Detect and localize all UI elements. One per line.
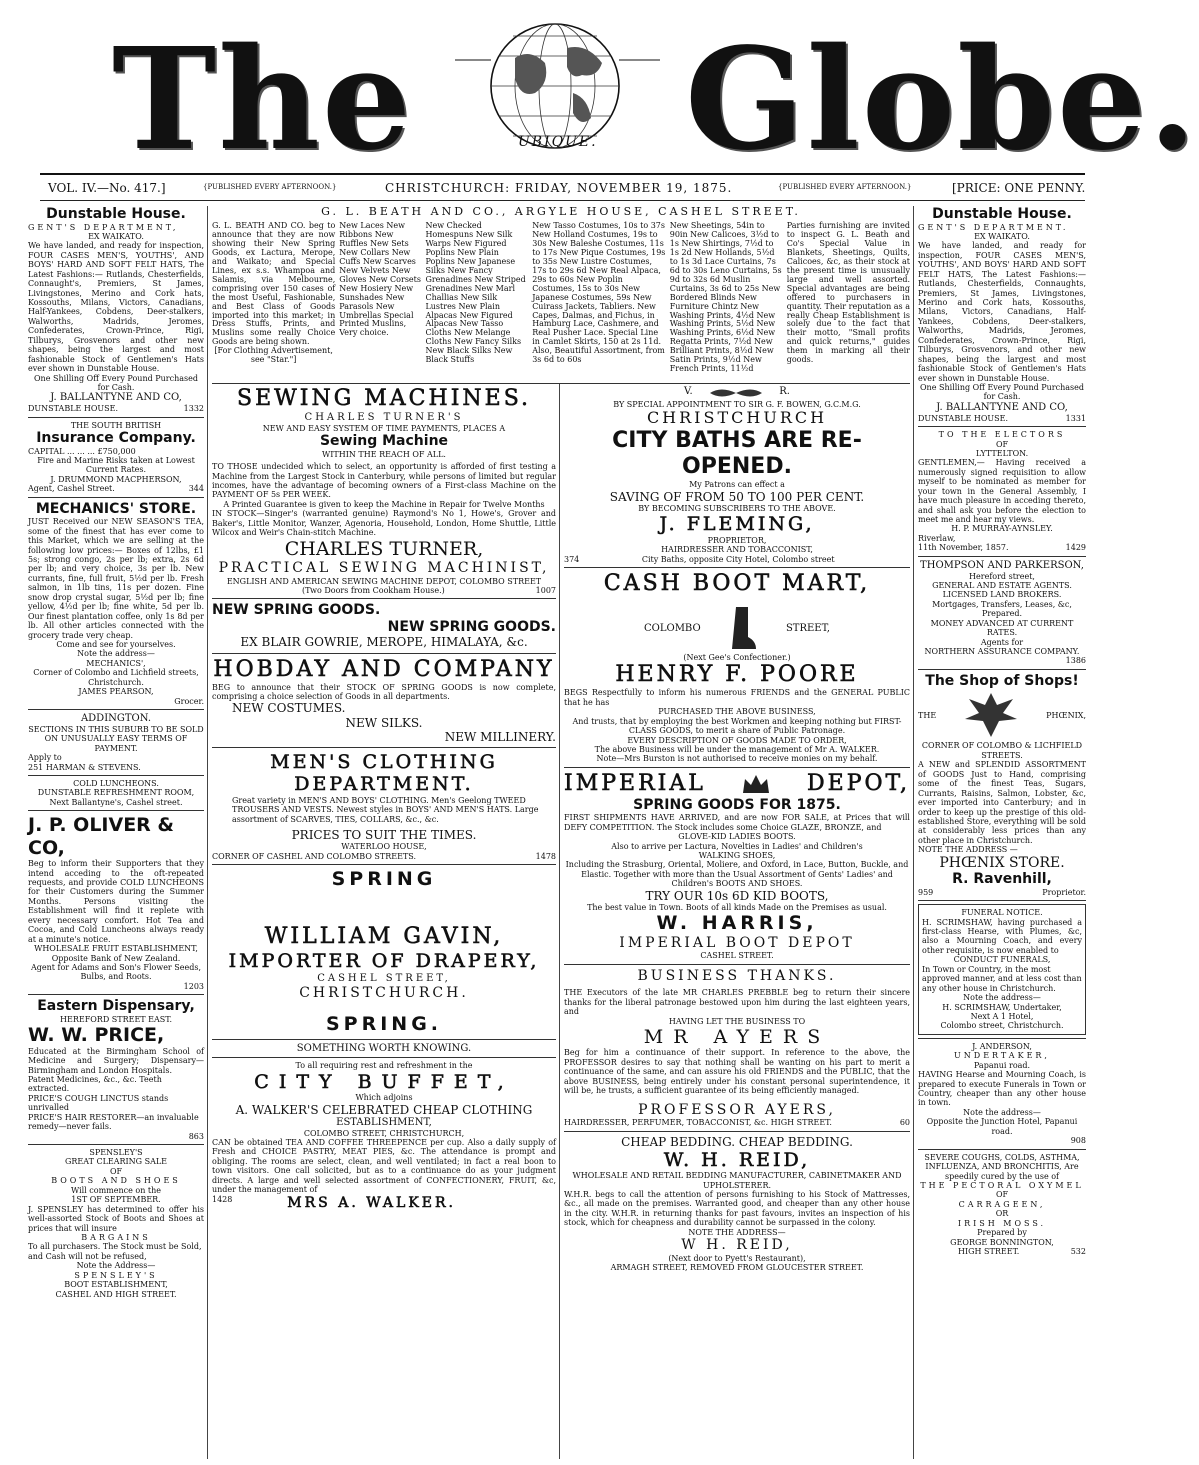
- mechanics-store-title: MECHANICS' STORE.: [35, 500, 197, 517]
- buffet-body: CAN be obtained TEA AND COFFEE THREEPENCE per cup. Also a daily supply of Fresh and CHOICE PASTRY, MEAT PIES, &c. The attendance is prompt and obliging. The rooms are select, clean, and well ventilated; in fact a real boon to town visitors. One call solicited, but as to a continuance do as your judgment directs. A large and well selected assortment of CONFECTIONERY, FRUIT, &c, under the management of: [212, 1138, 556, 1195]
- sewing-machine-label: Sewing Machine: [319, 433, 449, 450]
- shop-the: THE: [918, 710, 937, 720]
- mens-clothing-corner: CORNER OF CASHEL AND COLOMBO STREETS.: [212, 851, 417, 861]
- mechanics-name: MECHANICS',: [86, 658, 146, 668]
- addington-firm: 251 HARMAN & STEVENS.: [28, 762, 141, 772]
- funeral-title: FUNERAL NOTICE.: [961, 908, 1043, 918]
- tp-northern: NORTHERN ASSURANCE COMPANY.: [924, 647, 1080, 657]
- spensley-boots: BOOTS AND SHOES: [51, 1176, 181, 1186]
- anderson-body: HAVING Hearse and Mourning Coach, is prepared to execute Funerals in Town or Country, cheaper than any other house in town.: [918, 1070, 1086, 1108]
- buffet-adjoins: Which adjoins: [355, 1093, 413, 1103]
- anderson-ad-number: 908: [1070, 1136, 1086, 1146]
- imperial-cashel: CASHEL STREET.: [700, 951, 774, 961]
- carrageen: CARRAGEEN,: [958, 1199, 1046, 1209]
- imperial-boot-depot: IMPERIAL BOOT DEPOT: [619, 934, 855, 951]
- column-1: [28, 206, 204, 1459]
- refreshment-room-address: Next Ballantyne's, Cashel street.: [49, 797, 183, 807]
- tp-agents-for: Agents for: [980, 637, 1024, 647]
- mechanics-grocer: Grocer.: [174, 696, 204, 706]
- cough-or: OR: [995, 1209, 1009, 1219]
- business-thanks-beg: Beg for him a continuance of their support. In reference to the above, the PROFESSOR desires to say that nothing shall be wanting on his part to merit a continuance of the same, and can assure his old FRIENDS and the PUBLIC, that the above BUSINESS, being entirely under his constant personal superintendence, it will be, he trusts, a sufficient guarantee of its being efficiently managed.: [564, 1048, 910, 1096]
- reid-next: (Next door to Pyett's Restaurant),: [668, 1253, 806, 1263]
- south-british-ad-number: 344: [188, 484, 204, 494]
- cough-prepared: Prepared by: [977, 1228, 1027, 1238]
- dunstable-department: GENT'S DEPARTMENT,: [28, 222, 179, 232]
- shop-corner: CORNER OF COLOMBO & LICHFIELD STREETS.: [921, 741, 1083, 760]
- tp-money: MONEY ADVANCED AT CURRENT RATES.: [930, 618, 1074, 638]
- spensley-body: J. SPENSLEY has determined to offer his well-assorted Stock of Boots and Shoes at prices that will insure: [28, 1204, 204, 1233]
- dunstable-body: We have landed, and ready for inspection, FOUR CASES MEN'S, YOUTHS', AND BOYS' HARD AND SOFT FELT HATS, The Latest Fashions:— Rutlands, Chesterfields, Connaught's, Premiers, St James, Livingstones, Merino and Cork hats, Kossouths, Milans, Victors, Canadians, Half-Yankees, Cobdens, Deer-stalkers, Walworths, Madrids, Jeromes, Confederates, Crown-Prince, Rigi, Tilburys, Grosvenors and other new shapes, being the largest and most fashionable Stock of Gentlemen's Hats ever shown in Dunstable House.: [28, 241, 204, 374]
- column-3: [564, 386, 910, 1459]
- imperial-spring: SPRING GOODS FOR 1875.: [633, 796, 841, 813]
- dunstable-address-2: DUNSTABLE HOUSE.: [918, 413, 1009, 423]
- beath-rule: [212, 383, 910, 384]
- cash-boot-mart-title: CASH BOOT MART,: [603, 570, 871, 596]
- beath-list-3: New Tasso Costumes, 10s to 37s New Holland Costumes, 19s to 30s New Baleshe Costumes, 11s to 17s New Pique Costumes, 19s to 35s New Lustre Costumes, 17s to 29s 6d New Real Alpaca, 29s to 60s New Poplin Costumes, 15s to 30s New Japanese Costumes, 59s New Cuirass Jackets, Tabliers. New Capes, Dalmas, and Fichus, in Hamburg Lace, Cashmere, and Real Pusher Lace. Special Line in Camlet Skirts, 150 at 2s 11d. Also, Beautiful Assortment, from 3s 6d to 60s: [532, 220, 666, 365]
- professor-ayers-ad-number: 60: [899, 1118, 910, 1128]
- ravenhill: R. Ravenhill,: [952, 871, 1052, 888]
- baths-by: BY BECOMING SUBSCRIBERS TO THE ABOVE.: [638, 503, 836, 513]
- anderson-note: Note the address—: [963, 1107, 1041, 1117]
- column-2: [212, 386, 556, 1459]
- published-note-left: {PUBLISHED EVERY AFTERNOON.}: [203, 183, 337, 191]
- poore-body: BEGS Respectfully to inform his numerous FRIENDS and the GENERAL PUBLIC that he has: [564, 688, 910, 707]
- shop-phoenix: PHŒNIX,: [1046, 710, 1086, 720]
- spensley-establishment: BOOT ESTABLISHMENT,: [64, 1280, 168, 1290]
- gavin-street: CASHEL STREET,: [317, 972, 451, 984]
- spensley-address: CASHEL AND HIGH STREET.: [55, 1289, 177, 1299]
- poore-purchased: PURCHASED THE ABOVE BUSINESS,: [658, 707, 816, 717]
- eastern-dispensary-body: Educated at the Birmingham School of Medicine and Surgery; Dispensary—Birmingham and London Hospitals.: [28, 1046, 204, 1075]
- special-appointment: BY SPECIAL APPOINTMENT TO SIR G. F. BOWEN, G.C.M.G.: [613, 400, 861, 409]
- mechanics-come: Come and see for yourselves.: [56, 639, 176, 649]
- dunstable-offer-2: One Shilling Off Every Pound Purchased for Cash.: [919, 382, 1084, 402]
- anderson-undertaker: UNDERTAKER,: [954, 1051, 1050, 1061]
- imperial-also: Also to arrive per Lactura, Novelties in Ladies' and Children's: [611, 841, 863, 851]
- electors-place: Riverlaw,: [918, 533, 956, 543]
- dunstable-department-2: GENT'S DEPARTMENT.: [918, 222, 1069, 232]
- poore-title: HENRY F. POORE: [615, 662, 859, 688]
- shop-body: A NEW and SPLENDID ASSORTMENT of GOODS Just to Hand, comprising some of the finest Teas, Sugars, Currants, Raisins, Salmon, Lobster, &c, ever imported into Canterbury; and in order to keep up the prestige of this old-established Store, everything will be sold at considerably less prices than any other place in Christchurch.: [918, 760, 1087, 845]
- reid-title: W. H. REID,: [663, 1148, 811, 1171]
- new-spring-goods-2: NEW SPRING GOODS.: [387, 618, 556, 635]
- south-british-agent: J. DRUMMOND MACPHERSON,: [50, 474, 182, 484]
- imperial-glove: GLOVE-KID LADIES BOOTS.: [678, 832, 796, 842]
- dunstable-firm: J. BALLANTYNE AND CO,: [50, 392, 182, 404]
- phoenix-store: PHŒNIX STORE.: [939, 854, 1065, 871]
- south-british-capital: CAPITAL ... ... ... £750,000: [28, 446, 136, 456]
- prices-suit: PRICES TO SUIT THE TIMES.: [291, 828, 477, 843]
- anderson-road: Papanui road.: [973, 1060, 1031, 1070]
- hobday-silks: NEW SILKS.: [345, 715, 423, 730]
- masthead-title-globe: Globe.: [685, 18, 1199, 182]
- cheap-bedding: CHEAP BEDDING. CHEAP BEDDING.: [621, 1134, 853, 1149]
- spensley-name: SPENSLEY'S: [74, 1270, 158, 1280]
- poore-note: Note—Mrs Burston is not authorised to receive monies on my behalf.: [596, 754, 878, 764]
- imperial-right: DEPOT,: [807, 770, 910, 796]
- spensley-of: OF: [109, 1166, 123, 1176]
- south-british-heading: THE SOUTH BRITISH: [70, 420, 162, 430]
- sewing-depot: ENGLISH AND AMERICAN SEWING MACHINE DEPOT, COLOMBO STREET: [226, 576, 542, 586]
- beath-list-5: Parties furnishing are invited to inspect G. L. Beath and Co's Special Value in Blankets, Sheetings, Quilts, Calicoes, &c, as their stock at the present time is unusually large and well assorted. Special advantages are being offered to purchasers in quantity. Their reputation as a really Cheap Establishment is solely due to the fact that their motto, "Small profits and quick returns," guides them in marking all their goods.: [786, 220, 910, 365]
- fleming-proprietor: PROPRIETOR,: [707, 535, 767, 545]
- cough-heading: SEVERE COUGHS, COLDS, ASTHMA, INFLUENZA, AND BRONCHITIS, Are speedily cured by the use of: [924, 1152, 1080, 1181]
- business-thanks-title: BUSINESS THANKS.: [637, 967, 837, 984]
- tp-brokers: LICENSED LAND BROKERS.: [942, 590, 1062, 600]
- baths-city: CHRISTCHURCH: [646, 408, 828, 428]
- waterloo-house: WATERLOO HOUSE,: [341, 842, 427, 852]
- tp-street: Hereford street,: [969, 571, 1035, 581]
- buffet-establishment: ESTABLISHMENT,: [336, 1116, 432, 1128]
- addington-title: ADDINGTON.: [80, 713, 152, 725]
- masthead-title-the: The: [112, 18, 414, 182]
- funeral-next: Next A 1 Hotel,: [970, 1011, 1034, 1021]
- imperial-left: IMPERIAL: [564, 770, 706, 796]
- sewing-doors: (Two Doors from Cookham House.): [302, 586, 445, 595]
- shop-note: NOTE THE ADDRESS —: [918, 845, 1018, 855]
- oliver-opposite: Opposite Bank of New Zealand.: [51, 953, 181, 963]
- dunstable-title-2: Dunstable House.: [932, 206, 1072, 222]
- beath-list-2: New Checked Homespuns New Silk Warps New Figured Poplins New Plain Poplins New Japanese Silks New Fancy Grenadines New Striped Grenadines New Marl Challias New Silk Lustres New Plain Alpacas New Figured Alpacas New Tasso Cloths New Melange Cloths New Fancy Silks New Black Silks New Black Stuffs: [425, 220, 526, 365]
- electors-date: 11th November, 1857.: [918, 543, 1009, 553]
- reid-address: ARMAGH STREET, REMOVED FROM GLOUCESTER STREET.: [610, 1263, 864, 1273]
- cough-ad-number: 532: [1070, 1247, 1086, 1257]
- dunstable-ad-number: 1332: [183, 404, 204, 414]
- south-british-agent-address: Agent, Cashel Street.: [28, 484, 115, 494]
- spensley-note: Note the Address—: [76, 1261, 156, 1271]
- dunstable-address: DUNSTABLE HOUSE.: [28, 404, 119, 414]
- tp-ad-number: 1386: [1065, 656, 1086, 666]
- imperial-best: The best value in Town. Boots of all kinds Made on the Premises as usual.: [587, 902, 887, 912]
- published-note-right: {PUBLISHED EVERY AFTERNOON.}: [778, 183, 912, 191]
- refreshment-room: DUNSTABLE REFRESHMENT ROOM,: [37, 788, 195, 798]
- cough-linctus: PRICE'S COUGH LINCTUS stands unrivalled: [28, 1093, 169, 1113]
- vr-left: V.: [684, 386, 693, 397]
- column-4: [918, 206, 1086, 1459]
- spensley-date: 1ST OF SEPTEMBER.: [71, 1195, 161, 1205]
- addington-body: SECTIONS IN THIS SUBURB TO BE SOLD ON UNUSUALLY EASY TERMS OF PAYMENT.: [28, 724, 204, 753]
- thompson-parkerson: THOMPSON AND PARKERSON,: [920, 559, 1084, 571]
- shop-of-shops: The Shop of Shops!: [925, 672, 1079, 689]
- pectoral-oxymel: THE PECTORAL OXYMEL: [920, 1180, 1084, 1190]
- buffet-ad-number: 1428: [212, 1194, 233, 1204]
- eastern-dispensary-street: HEREFORD STREET EAST.: [60, 1014, 172, 1024]
- business-thanks-body: THE Executors of the late MR CHARLES PREBBLE beg to return their sincere thanks for the liberal patronage bestowed upon him during the last eighteen years, and: [564, 988, 910, 1017]
- funeral-address: Colombo street, Christchurch.: [940, 1021, 1064, 1031]
- beath-list-4: New Sheetings, 54in to 90in New Calicoes, 3½d to 1s New Shirtings, 7½d to 1s 2d New Hollands, 5½d to 1s 3d Lace Curtains, 7s 6d to 30s Leno Curtains, 5s 9d to 32s 6d Muslin Curtains, 3s 6d to 25s New Bordered Blinds New Furniture Chintz New Washing Prints, 4½d New Washing Prints, 5½d New Washing Prints, 6½d New Regatta Prints, 7½d New Brilliant Prints, 8½d New Satin Prints, 9½d New French Prints, 11½d: [669, 220, 782, 374]
- buffet-address: COLOMBO STREET, CHRISTCHURCH,: [303, 1128, 465, 1138]
- cash-street: STREET,: [785, 623, 830, 635]
- new-spring-goods-1: NEW SPRING GOODS.: [212, 602, 381, 619]
- mrs-walker: MRS A. WALKER.: [287, 1194, 456, 1211]
- oliver-agent: Agent for Adams and Son's Flower Seeds, Bulbs, and Roots.: [30, 962, 202, 982]
- reid-body: W.H.R. begs to call the attention of persons furnishing to his Stock of Mattresses, &c., all made on the premises. Warranted good, and cheaper than any other house in the city. W.H.R. in returning thanks for past favours, invites an inspection of his stock, which for cheapness and durability cannot be surpassed in the colony.: [564, 1189, 910, 1228]
- price-name: W. W. PRICE,: [28, 1024, 165, 1047]
- hobday-millinery: NEW MILLINERY.: [444, 729, 556, 744]
- hair-restorer: PRICE'S HAIR RESTORER—an invaluable remedy—never fails.: [28, 1112, 199, 1132]
- column-rule-2: [559, 384, 560, 1459]
- sewing-machines-title: SEWING MACHINES.: [237, 386, 531, 411]
- masthead-rule-top: [40, 173, 1085, 175]
- cold-luncheons-title: COLD LUNCHEONS.: [73, 779, 159, 789]
- spensley-commence: Will commence on the: [70, 1185, 162, 1195]
- cough-of: OF: [995, 1190, 1009, 1200]
- volume-number: VOL. IV.—No. 417.]: [48, 181, 166, 195]
- electors-to: TO THE ELECTORS: [938, 430, 1066, 440]
- gavin-city: CHRISTCHURCH.: [299, 984, 469, 1001]
- poore-trusts: And trusts, that by employing the best Workmen and keeping nothing but FIRST-CLASS GOODS, to merit a share of Public Patronage.: [572, 716, 902, 736]
- something-worth-knowing: SOMETHING WORTH KNOWING.: [296, 1042, 472, 1054]
- harris-name: W. HARRIS,: [656, 912, 818, 935]
- electors-name: H. P. MURRAY-AYNSLEY.: [951, 524, 1053, 534]
- beath-list-1: New Laces New Ribbons New Ruffles New Sets New Collars New Cuffs New Scarves New Velvets New Gloves New Corsets New Hosiery New Sunshades New Parasols New Umbrellas Special Printed Muslins, Very choice.: [339, 220, 421, 338]
- eastern-dispensary-title: Eastern Dispensary,: [37, 998, 195, 1015]
- professor-ayers: PROFESSOR AYERS,: [638, 1101, 836, 1118]
- turner-name-heading: CHARLES TURNER'S: [304, 411, 464, 423]
- phoenix-icon: [961, 689, 1021, 741]
- reid-note: NOTE THE ADDRESS—: [688, 1227, 786, 1237]
- sewing-guarantee: A Printed Guarantee is given to keep the Machine in Repair for Twelve Months: [223, 499, 545, 509]
- tp-mortgages: Mortgages, Transfers, Leases, &c, Prepared.: [932, 599, 1072, 619]
- dunstable-title: Dunstable House.: [46, 206, 186, 222]
- imperial-including: Including the Strasburg, Oriental, Moliere, and Oxford, in Lace, Button, Buckle, and Elastic. Together with more than the Usual Assortment of Gents' Ladies' and Children's BOOTS AND SHOES.: [565, 860, 909, 889]
- addington-apply: Apply to: [28, 753, 62, 763]
- buffet-intro: To all requiring rest and refreshment in the: [295, 1061, 473, 1071]
- baths-title: CITY BATHS ARE RE-OPENED.: [612, 428, 862, 480]
- funeral-note: Note the address—: [963, 993, 1041, 1003]
- funeral-conduct: CONDUCT FUNERALS,: [953, 955, 1051, 965]
- cough-street: HIGH STREET.: [958, 1247, 1020, 1257]
- price: [PRICE: ONE PENNY.: [952, 181, 1086, 195]
- mechanics-owner: JAMES PEARSON,: [78, 687, 154, 697]
- south-british-title: Insurance Company.: [36, 430, 196, 447]
- cash-next: (Next Gee's Confectioner.): [683, 652, 791, 662]
- baths-saving: SAVING OF FROM 50 TO 100 PER CENT.: [609, 489, 865, 504]
- city-buffet-title: CITY BUFFET,: [254, 1070, 514, 1093]
- beath-title: G. L. BEATH AND CO., ARGYLE HOUSE, CASHEL STREET.: [321, 205, 801, 218]
- funeral-notice-box: [918, 904, 1086, 1035]
- eastern-dispensary-ad-number: 863: [188, 1131, 204, 1141]
- imperial-walking: WALKING SHOES,: [698, 851, 776, 861]
- dunstable-body-2: We have landed, and ready for inspection, FOUR CASES MEN'S, YOUTHS', AND BOYS' HARD AND SOFT FELT HATS, The Latest Fashions:— Rutlands, Chesterfields, Connaughts, Premiers, St James, Livingstones, Merino and Cork hats, Kossouths, Milans, Victors, Canadians, Half-Yankees, Cobdens, Deer-stalkers, Walworths, Madrids, Jeromes, Confederates, Crown-Prince, Rigi, Tilburys, Grosvenors, and other new shapes, being the largest and most fashionable Stock of Gentlemen's Hats ever shown in Dunstable House.: [918, 241, 1086, 383]
- business-thanks-having: HAVING LET THE BUSINESS TO: [668, 1016, 806, 1026]
- spensley-bargains: BARGAINS: [81, 1232, 151, 1242]
- new-spring-goods-ex: EX BLAIR GOWRIE, MEROPE, HIMALAYA, &c.: [240, 635, 528, 650]
- column-rule-1: [207, 206, 208, 1459]
- fleming-name: J. FLEMING,: [659, 513, 815, 536]
- charles-turner: CHARLES TURNER,: [284, 537, 484, 560]
- baths-ad-number: 374: [564, 554, 580, 564]
- column-rule-3: [913, 206, 914, 1459]
- masthead-motto: UBIQUE.: [518, 134, 598, 150]
- beath-intro: G. L. BEATH AND CO. beg to announce that they are now showing their New Spring Goods, ex Lactura, Merope, and Waikato; and Special Lines, ex s.s. Whampoa and Salamis, via Melbourne, comprising over 150 cases of the most Useful, Fashionable, and Best Class of Goods imported into this market; in Dress Stuffs, Prints, and Muslins some really Choice Goods are being shown.: [212, 220, 336, 347]
- mechanics-note: Note the address—: [77, 649, 155, 659]
- bonnington: GEORGE BONNINGTON,: [950, 1237, 1054, 1247]
- shop-ad-number: 959: [918, 887, 934, 897]
- buffet-walker: A. WALKER'S CELEBRATED CHEAP CLOTHING: [235, 1102, 533, 1117]
- imperial-try: TRY OUR 10s 6D KID BOOTS,: [645, 888, 829, 903]
- electors-ad-number: 1429: [1065, 543, 1086, 553]
- william-gavin: WILLIAM GAVIN,: [264, 924, 504, 950]
- funeral-body: H. SCRIMSHAW, having purchased a first-class Hearse, with Plumes, &c, also a Mourning Coach, and every other requisite, is now enabled to: [922, 917, 1082, 955]
- patent-medicines: Patent Medicines, &c., &c. Teeth extracted.: [28, 1074, 162, 1094]
- electors-lyttelton: LYTTELTON.: [975, 448, 1029, 458]
- sewing-stock: IN STOCK—Singer's (warranted genuine) Raymond's No 1, Howe's, Grover and Baker's, Little Monitor, Wanzer, Agenoria, Household, London, Home Shuttle, Little Wilcox and Weir's Chain-stitch Machine.: [212, 509, 556, 538]
- funeral-name: H. SCRIMSHAW, Undertaker,: [942, 1002, 1062, 1012]
- mens-clothing-title: MEN'S CLOTHING DEPARTMENT.: [270, 750, 498, 796]
- dunstable-ex-2: EX WAIKATO.: [974, 231, 1030, 241]
- dunstable-ad-number-2: 1331: [1065, 413, 1086, 423]
- dunstable-offer: One Shilling Off Every Pound Purchased for Cash.: [33, 373, 198, 392]
- poore-every: EVERY DESCRIPTION OF GOODS MADE TO ORDER,: [627, 735, 847, 745]
- dateline: [40, 181, 1085, 199]
- masthead-rule-bottom: [40, 200, 1085, 201]
- spensley-all: To all purchasers. The Stock must be Sold, and Cash will not be refused,: [28, 1242, 202, 1261]
- dunstable-ex: EX WAIKATO.: [88, 231, 144, 241]
- practical-machinist: PRACTICAL SEWING MACHINIST,: [218, 560, 550, 577]
- spring-banner-1: SPRING: [331, 868, 437, 891]
- place-and-date: CHRISTCHURCH: FRIDAY, NOVEMBER 19, 1875.: [385, 181, 733, 195]
- boot-icon: [730, 605, 756, 653]
- cash-colombo: COLOMBO: [644, 623, 701, 635]
- baths-address: City Baths, opposite City Hotel, Colombo street: [641, 554, 835, 564]
- crown-icon: [741, 773, 771, 795]
- shop-proprietor: Proprietor.: [1042, 887, 1086, 897]
- mr-ayers: MR AYERS: [643, 1026, 831, 1048]
- poore-management: The above Business will be under the management of Mr A. WALKER.: [594, 744, 880, 754]
- mens-clothing-body: Great variety in MEN'S AND BOYS' CLOTHING. Men's Geelong TWEED TROUSERS AND VESTS. Newest styles in BOYS' AND MEN'S HATS. Large assortment of SCARVES, TIES, COLLARS, &c., &c.: [232, 795, 539, 824]
- reid-name: W H. REID,: [681, 1237, 793, 1254]
- royal-crest-icon: [706, 386, 766, 400]
- electors-body: GENTLEMEN,— Having received a numerously signed requisition to allow myself to be nominated as member for your town in the General Assembly, I have much pleasure in acceding thereto, and shall ask you before the election to meet me and hear my views.: [918, 458, 1086, 524]
- beath-advertisement: [212, 206, 910, 381]
- anderson-name: J. ANDERSON,: [972, 1041, 1032, 1051]
- hobday-costumes: NEW COSTUMES.: [232, 701, 346, 716]
- professor-ayers-sub: HAIRDRESSER, PERFUMER, TOBACCONIST, &c. HIGH STREET.: [564, 1118, 832, 1128]
- oliver-ad-number: 1203: [183, 981, 204, 991]
- oliver-title: J. P. OLIVER & CO,: [28, 814, 174, 859]
- electors-of: OF: [995, 439, 1009, 449]
- sewing-body: TO THOSE undecided which to select, an opportunity is afforded of first testing a Machine from the Largest Stock in Canterbury, while persons of limited but regular incomes, have the advantage of becoming owners of a First-class Machine on the PAYMENT OF 5s PER WEEK.: [212, 462, 556, 500]
- imperial-body: FIRST SHIPMENTS HAVE ARRIVED, and are now FOR SALE, at Prices that will DEFY COMPETITION. The Stock includes some Choice GLAZE, BRONZE, and: [564, 813, 910, 832]
- mechanics-address: Corner of Colombo and Lichfield streets, Christchurch.: [33, 668, 199, 687]
- oliver-wholesale: WHOLESALE FRUIT ESTABLISHMENT,: [34, 944, 198, 954]
- irish-moss: IRISH MOSS.: [957, 1218, 1047, 1228]
- spensley-sale: GREAT CLEARING SALE: [64, 1157, 168, 1167]
- spring-banner-2: SPRING.: [325, 1013, 443, 1036]
- dunstable-firm-2: J. BALLANTYNE AND CO,: [936, 401, 1068, 413]
- hobday-title: HOBDAY AND COMPANY: [213, 656, 555, 682]
- vr-right: R.: [779, 386, 790, 397]
- importer-of-drapery: IMPORTER OF DRAPERY,: [228, 950, 540, 973]
- baths-patrons: My Patrons can effect a: [689, 480, 785, 490]
- sewing-ad-number: 1007: [535, 586, 556, 595]
- reid-sub: WHOLESALE AND RETAIL BEDDING MANUFACTURER, CABINETMAKER AND UPHOLSTERER.: [572, 1171, 902, 1190]
- mechanics-store-body: JUST Received our NEW SEASON'S TEA, some of the finest that has ever come to this Market, which we are selling at the following low prices:— Boxes of 12lbs, £1 5s; strong congo, 2s per lb; extra, 2s 6d per lb; and very choice, 3s per lb. New currants, fine, full fruit, 5½d per lb. Fresh salmon, in 1lb tins, 11s per dozen. Fine snow drop crystal sugar, 5½d per lb; fine yellow, 4½d per lb; fine white, 5d per lb. Our finest plantation coffee, only 1s 8d per lb. All other articles connected with the grocery trade very cheap.: [28, 517, 204, 640]
- spensley-heading: SPENSLEY'S: [89, 1148, 143, 1157]
- anderson-opposite: Opposite the Junction Hotel, Papanui road.: [926, 1117, 1078, 1136]
- within-reach: WITHIN THE REACH OF ALL.: [322, 449, 446, 459]
- tp-agents: GENERAL AND ESTATE AGENTS.: [932, 580, 1072, 590]
- hobday-body: BEG to announce that their STOCK OF SPRING GOODS is now complete, comprising a choice selection of Goods in all departments.: [212, 682, 556, 702]
- mens-clothing-ad-number: 1478: [535, 851, 556, 861]
- beath-star-note: [For Clothing Advertisement, see "Star."]: [214, 346, 333, 365]
- funeral-town: In Town or Country, in the most approved manner, and at less cost than any other house in Christchurch.: [922, 964, 1082, 993]
- oliver-body: Beg to inform their Supporters that they intend acceding to the oft-repeated requests, and provide COLD LUNCHEONS for their Customers during the Summer Months. Persons visiting the Establishment will find it replete with every necessary comfort. Hot Tea and Cocoa, and Cold Luncheons always ready at a minute's notice.: [28, 859, 204, 944]
- south-british-body: Fire and Marine Risks taken at Lowest Current Rates.: [37, 456, 195, 475]
- fleming-hairdresser: HAIRDRESSER AND TOBACCONIST,: [661, 545, 813, 555]
- time-payments: NEW AND EASY SYSTEM OF TIME PAYMENTS, PLACES A: [262, 423, 506, 433]
